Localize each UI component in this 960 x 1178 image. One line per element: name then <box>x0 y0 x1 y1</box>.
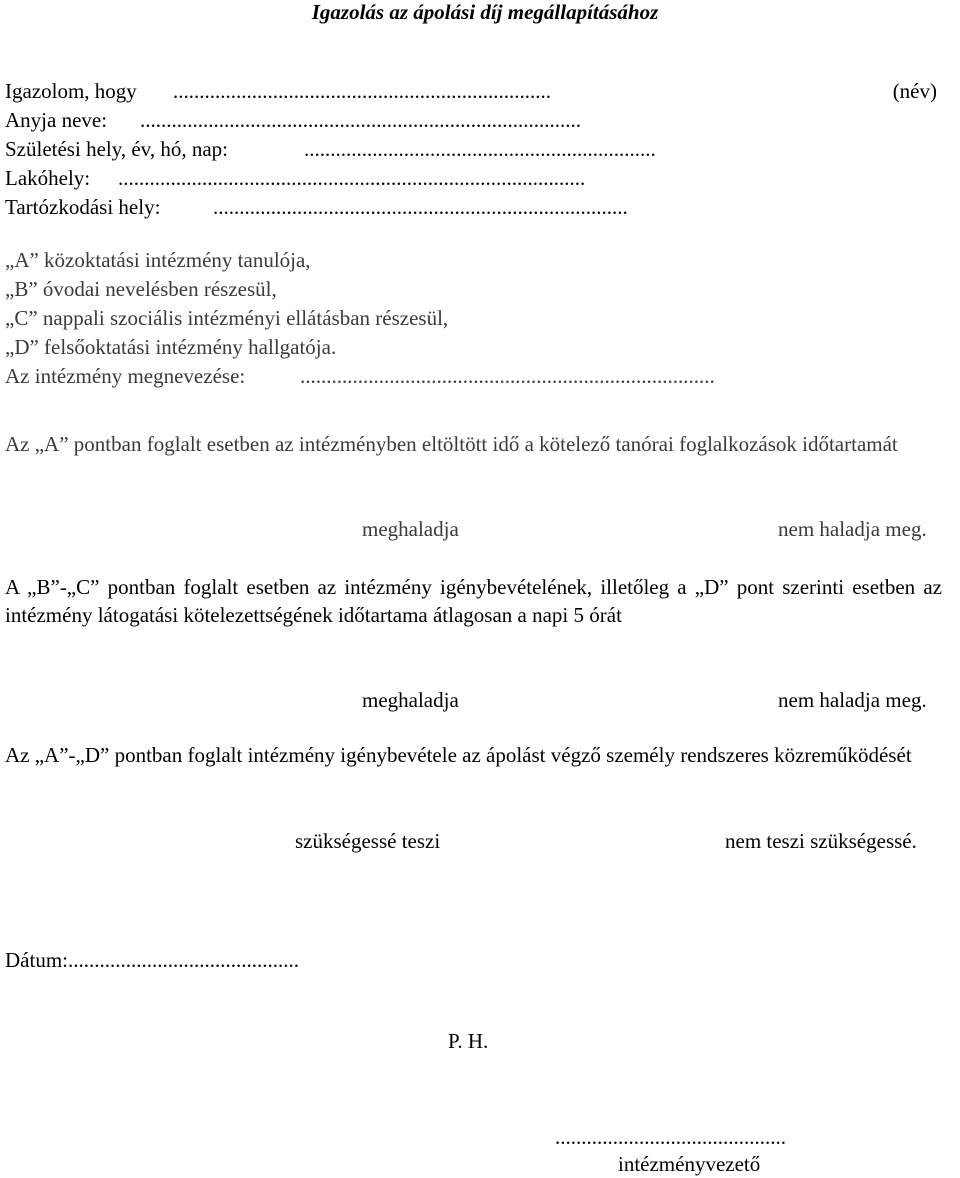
section-a-text: Az „A” pontban foglalt esetben az intézményben eltöltött idő a kötelező tanórai foglalkozások időtartamát <box>5 432 898 456</box>
stamp-placeholder: P. H. <box>448 1029 489 1053</box>
name-suffix: (név) <box>892 79 937 103</box>
category-a: „A” közoktatási intézmény tanulója, <box>5 248 311 272</box>
birth-line <box>5 135 656 163</box>
signature-label: intézményvezető <box>618 1152 761 1176</box>
residence-line <box>5 164 586 192</box>
name-line <box>5 77 937 105</box>
residence-label: Lakóhely: <box>5 166 91 190</box>
category-d: „D” felsőoktatási intézmény hallgatója. <box>5 335 337 359</box>
institution-dots: ............................................................................... <box>300 364 715 388</box>
signature-dots: ............................................ <box>555 1125 786 1149</box>
section-ad-text: Az „A”-„D” pontban foglalt intézmény igénybevétele az ápolást végző személy rendszeres közreműködését <box>5 743 912 767</box>
stay-line <box>5 193 628 221</box>
date-line <box>5 946 299 974</box>
name-dots: ........................................................................ <box>173 79 551 103</box>
document-title: Igazolás az ápolási díj megállapításához <box>311 0 659 24</box>
birth-dots: ................................................................... <box>304 137 656 161</box>
date-label: Dátum: <box>5 948 68 972</box>
institution-line <box>5 362 715 390</box>
mother-name-line <box>5 106 581 134</box>
birth-label: Születési hely, év, hó, nap: <box>5 137 228 161</box>
stay-label: Tartózkodási hely: <box>5 195 161 219</box>
mother-dots: .................................................................................... <box>140 108 581 132</box>
date-dots: ............................................ <box>68 948 299 972</box>
section-bcd-text: A „B”-„C” pontban foglalt esetben az intézmény igénybevételének, illetőleg a „D” pont szerinti esetben az intézmény látogatási kötelezettségének időtartama átlagosan a napi 5 órát <box>5 575 942 627</box>
institution-label: Az intézmény megnevezése: <box>5 364 246 388</box>
name-label: Igazolom, hogy <box>5 79 137 103</box>
section-ad-option-yes: szükségessé teszi <box>295 829 441 853</box>
section-ad-option-no: nem teszi szükségessé. <box>725 829 917 853</box>
section-bcd-option-no: nem haladja meg. <box>778 688 927 712</box>
section-bcd-option-yes: meghaladja <box>362 688 459 712</box>
category-b: „B” óvodai nevelésben részesül, <box>5 277 277 301</box>
residence-dots: ......................................................................................... <box>118 166 586 190</box>
category-c: „C” nappali szociális intézményi ellátásban részesül, <box>5 306 449 330</box>
section-a-option-yes: meghaladja <box>362 517 459 541</box>
stay-dots: ............................................................................... <box>213 195 628 219</box>
section-a-option-no: nem haladja meg. <box>778 517 927 541</box>
mother-label: Anyja neve: <box>5 108 108 132</box>
